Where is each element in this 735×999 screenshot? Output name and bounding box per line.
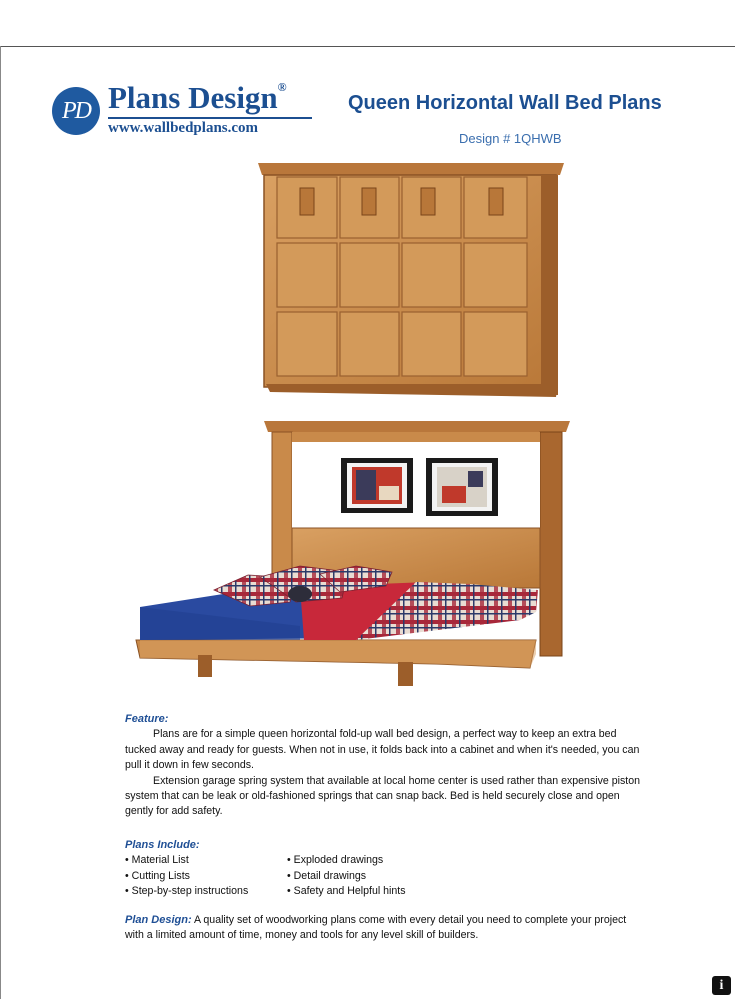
feature-paragraph-2: Extension garage spring system that available at local home center is used rather than expensive piston system that can be leak or old-fashioned springs that can snap back. Bed is held securely close and open gently for add safety.: [125, 774, 641, 818]
feature-section: [125, 712, 645, 820]
info-icon[interactable]: i: [712, 976, 731, 995]
wall-gap: [292, 442, 540, 528]
bed-frame-left-post: [272, 432, 292, 582]
framed-picture-left: [341, 458, 413, 513]
plans-include-list: [125, 853, 645, 899]
brand-name-text: Plans Design: [108, 80, 278, 115]
registered-mark: ®: [277, 80, 287, 94]
closed-cabinet: [258, 163, 564, 397]
plan-design-text: A quality set of woodworking plans come with every detail you need to complete your project with a limited amount of time, money and tools for any level skill of builders.: [125, 914, 627, 942]
list-item: • Step-by-step instructions: [125, 885, 249, 898]
page-title: Queen Horizontal Wall Bed Plans: [348, 92, 662, 114]
cabinet-crown: [258, 163, 564, 175]
list-item: • Detail drawings: [287, 869, 367, 882]
list-item: • Material List: [125, 854, 189, 867]
feature-paragraph-1: Plans are for a simple queen horizontal fold-up wall bed design, a perfect way to keep an extra bed tucked away and ready for guests. When not in use, it folds back into a cabinet and when it's needed, you can pull it down in few seconds.: [125, 728, 640, 772]
feature-heading: Feature:: [125, 713, 169, 725]
bed-leg-right: [398, 662, 413, 686]
plan-design-section: [125, 913, 645, 944]
list-item: • Exploded drawings: [287, 854, 384, 867]
bed-leg-left: [198, 655, 212, 677]
plans-include-column-1: [125, 853, 248, 899]
plans-include-section: [125, 838, 645, 899]
brand-url: www.wallbedplans.com: [108, 120, 259, 136]
plans-include-heading: Plans Include:: [125, 839, 200, 851]
bed-frame-header: [292, 432, 540, 442]
bed-frame-crown: [264, 421, 570, 432]
cabinet-side: [541, 175, 558, 395]
open-bed: [136, 421, 570, 686]
bed-frame-right-post: [540, 432, 562, 656]
cabinet-base: [266, 384, 558, 397]
list-item: • Safety and Helpful hints: [287, 885, 406, 898]
plans-include-column-2: [287, 853, 406, 899]
framed-picture-right: [426, 458, 498, 516]
logo-monogram: PD: [52, 87, 100, 135]
plan-design-heading: Plan Design:: [125, 914, 192, 926]
design-number: Design # 1QHWB: [459, 131, 562, 146]
list-item: • Cutting Lists: [125, 869, 190, 882]
